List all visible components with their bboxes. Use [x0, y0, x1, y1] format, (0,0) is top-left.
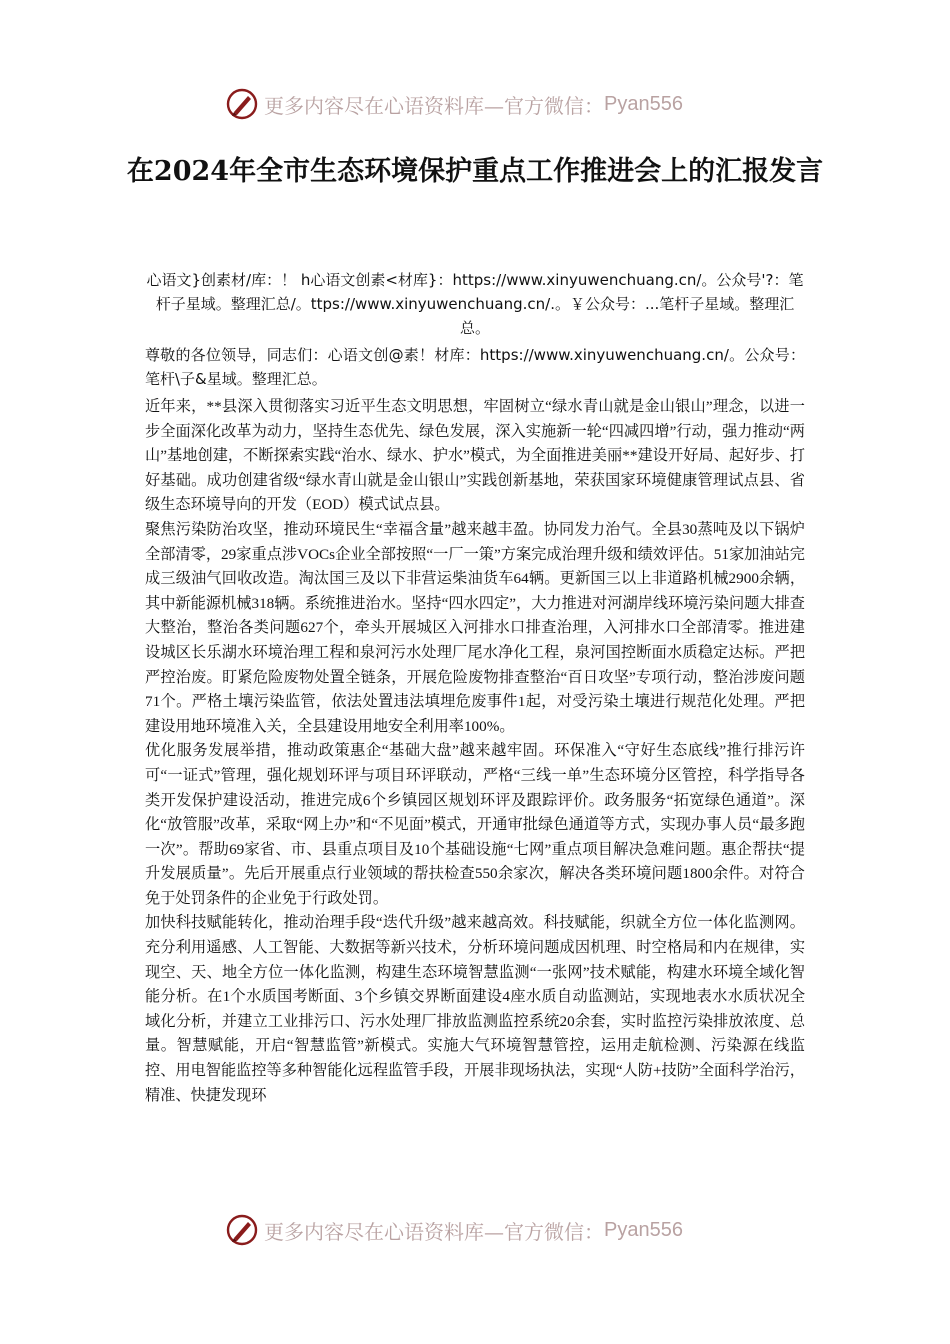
banner-text: 更多内容尽在心语资料库—官方微信： — [264, 93, 604, 118]
footer-banner — [226, 1212, 726, 1248]
document-body — [145, 395, 805, 1108]
source-notice: 心语文}创素材/库：！ h心语文创素<材库}：https://www.xinyuwenchuang.cn/。公众号'?：笔杆子星域。整理汇总/。ttps://www.xinyuwenchuang.cn/.。￥公众号：...笔杆子星域。整理汇总。 — [146, 271, 804, 337]
pen-logo-icon — [226, 88, 258, 120]
body-paragraph: 聚焦污染防治攻坚，推动环境民生“幸福含量”越来越丰盈。协同发力治气。全县30蒸吨及以下锅炉全部清零，29家重点涉VOCs企业全部按照“一厂一策”方案完成治理升级和绩效评估。51家加油站完成三级油气回收改造。淘汰国三及以下非营运柴油货车64辆。更新国三以上非道路机械2900余辆，其中新能源机械318辆。系统推进治水。坚持“四水四定”，大力推进对河湖岸线环境污染问题大排查大整治，整治各类问题627个，牵头开展城区入河排水口排查治理，入河排水口全部清零。推进建设城区长乐湖水环境治理工程和泉河污水处理厂尾水净化工程，泉河国控断面水质稳定达标。严把严控治废。盯紧危险废物处置全链条，开展危险废物排查整治“百日攻坚”专项行动，整治涉废问题71个。严格土壤污染监管，依法处置违法填埋危废事件1起，对受污染土壤进行规范化处理。严把建设用地环境准入关，全县建设用地安全利用率100%。 — [145, 520, 805, 735]
salutation-line: 尊敬的各位领导，同志们：心语文创@素！材库：https://www.xinyuwenchuang.cn/。公众号：笔杆\子&星域。整理汇总。 — [145, 346, 805, 388]
banner-wechat-id: Pyan556 — [604, 1218, 683, 1241]
document-title: 在2024年全市生态环境保护重点工作推进会上的汇报发言 — [126, 156, 824, 187]
body-paragraph: 近年来，**县深入贯彻落实习近平生态文明思想，牢固树立“绿水青山就是金山银山”理念，以进一步全面深化改革为动力，坚持生态优先、绿色发展，深入实施新一轮“四减四增”行动，强力推动“两山”基地创建，不断探索实践“治水、绿水、护水”模式，为全面推进美丽**建设开好局、起好步、打好基础。成功创建省级“绿水青山就是金山银山”实践创新基地，荣获国家环境健康管理试点县、省级生态环境导向的开发（EOD）模式试点县。 — [145, 398, 805, 514]
banner-wechat-id: Pyan556 — [604, 92, 683, 115]
pen-logo-icon — [226, 1214, 258, 1246]
body-paragraph: 优化服务发展举措，推动政策惠企“基础大盘”越来越牢固。环保准入“守好生态底线”推行排污许可“一证式”管理，强化规划环评与项目环评联动，严格“三线一单”生态环境分区管控，科学指导各类开发保护建设活动，推进完成6个乡镇园区规划环评及跟踪评价。政务服务“拓宽绿色通道”。深化“放管服”改革，采取“网上办”和“不见面”模式，开通审批绿色通道等方式，实现办事人员“最多跑一次”。帮助69家省、市、县重点项目及10个基础设施“七网”重点项目解决急难问题。惠企帮扶“提升发展质量”。先后开展重点行业领域的帮扶检查550余家次，解决各类环境问题1800余件。对符合免于处罚条件的企业免于行政处罚。 — [145, 742, 805, 907]
body-paragraph: 加快科技赋能转化，推动治理手段“迭代升级”越来越高效。科技赋能，织就全方位一体化监测网。充分利用遥感、人工智能、大数据等新兴技术，分析环境问题成因机理、时空格局和内在规律，实现空、天、地全方位一体化监测，构建生态环境智慧监测“一张网”技术赋能，构建水环境全域化智能分析。在1个水质国考断面、3个乡镇交界断面建设4座水质自动监测站，实现地表水水质状况全域化分析，并建立工业排污口、污水处理厂排放监测监控系统20余套，实时监控污染排放浓度、总量。智慧赋能，开启“智慧监管”新模式。实施大气环境智慧管控，运用走航检测、污染源在线监控、用电智能监控等多种智能化远程监管手段，开展非现场执法，实现“人防+技防”全面科学治污，精准、快捷发现环 — [145, 914, 805, 1104]
header-banner — [226, 86, 726, 122]
banner-text: 更多内容尽在心语资料库—官方微信： — [264, 1219, 604, 1244]
